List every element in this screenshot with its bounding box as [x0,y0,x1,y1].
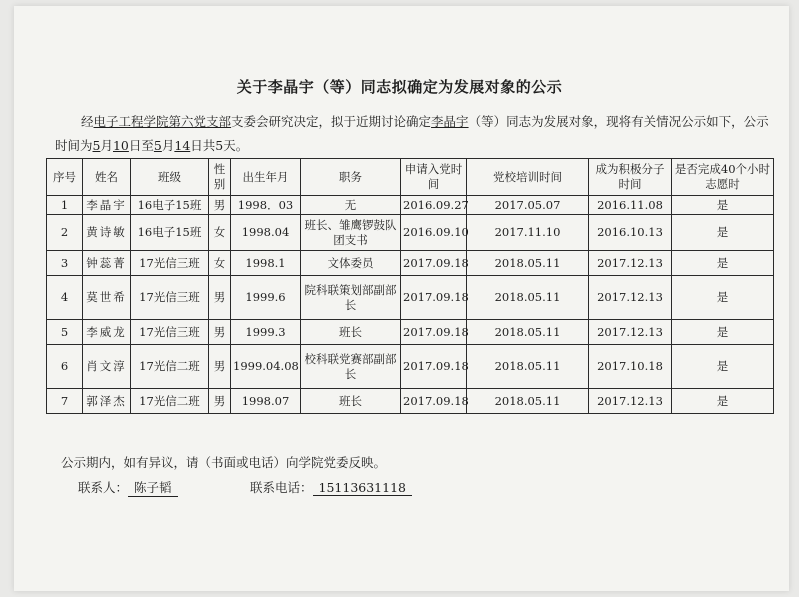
cell-index: 2 [47,215,83,251]
cell-volunteer: 是 [672,345,774,389]
cell-gender: 女 [209,251,231,276]
cell-gender: 男 [209,196,231,215]
cell-class: 17光信三班 [131,276,209,320]
intro-text: 经 [81,114,94,129]
cell-training-date: 2018.05.11 [467,276,589,320]
intro-text: 日共5天。 [190,138,249,153]
cell-name: 黄诗敏 [83,215,131,251]
cell-training-date: 2017.11.10 [467,215,589,251]
cell-position: 班长 [301,320,401,345]
table-header-row [47,159,774,196]
cell-activist-date: 2017.12.13 [589,276,672,320]
phone-number: 15113631118 [313,480,412,496]
cell-position: 院科联策划部副部长 [301,276,401,320]
table-row [47,196,774,215]
cell-apply-date: 2016.09.10 [401,215,467,251]
header-cell: 出生年月 [231,159,301,196]
cell-birth: 1998.07 [231,389,301,414]
cell-training-date: 2018.05.11 [467,320,589,345]
cell-apply-date: 2017.09.18 [401,276,467,320]
cell-training-date: 2018.05.11 [467,345,589,389]
cell-position: 班长 [301,389,401,414]
cell-index: 1 [47,196,83,215]
cell-birth: 1998.04 [231,215,301,251]
intro-day-start: 10 [112,138,129,153]
intro-paragraph [55,110,775,158]
cell-birth: 1998.1 [231,251,301,276]
cell-gender: 男 [209,276,231,320]
table-row [47,276,774,320]
cell-volunteer: 是 [672,389,774,414]
header-cell: 党校培训时间 [467,159,589,196]
cell-index: 6 [47,345,83,389]
intro-text: 日至 [128,138,154,153]
cell-gender: 男 [209,389,231,414]
cell-class: 17光信三班 [131,320,209,345]
cell-volunteer: 是 [672,276,774,320]
cell-activist-date: 2016.10.13 [589,215,672,251]
intro-month-start: 5 [92,138,101,153]
cell-apply-date: 2017.09.18 [401,320,467,345]
contact-person [78,478,178,497]
cell-activist-date: 2017.12.13 [589,320,672,345]
header-cell: 姓名 [83,159,131,196]
intro-person: 李晶宇 [431,114,469,129]
cell-training-date: 2017.05.07 [467,196,589,215]
contact-phone [250,478,412,496]
header-cell: 职务 [301,159,401,196]
header-cell: 班级 [131,159,209,196]
table-row [47,345,774,389]
cell-class: 17光信二班 [131,345,209,389]
document-title: 关于李晶宇（等）同志拟确定为发展对象的公示 [236,78,563,96]
intro-day-end: 14 [174,138,191,153]
cell-position: 无 [301,196,401,215]
cell-name: 李晶宇 [83,196,131,215]
cell-training-date: 2018.05.11 [467,389,589,414]
phone-label: 联系电话： [250,480,313,495]
cell-name: 郭泽杰 [83,389,131,414]
table-row [47,251,774,276]
cell-apply-date: 2017.09.18 [401,251,467,276]
cell-gender: 女 [209,215,231,251]
cell-class: 17光信二班 [131,389,209,414]
cell-birth: 1999.04.08 [231,345,301,389]
cell-volunteer: 是 [672,320,774,345]
table-row [47,215,774,251]
cell-apply-date: 2017.09.18 [401,345,467,389]
cell-birth: 1999.6 [231,276,301,320]
cell-gender: 男 [209,345,231,389]
cell-position: 文体委员 [301,251,401,276]
cell-birth: 1998．03 [231,196,301,215]
intro-text: 支委会研究决定，拟于近期讨论确定 [231,114,432,129]
cell-index: 7 [47,389,83,414]
intro-org: 电子工程学院第六党支部 [93,114,232,129]
cell-volunteer: 是 [672,215,774,251]
header-cell: 性别 [209,159,231,196]
contact-label: 联系人： [78,480,129,495]
table-row [47,389,774,414]
objection-notice: 公示期内，如有异议，请（书面或电话）向学院党委反映。 [61,455,387,470]
cell-class: 16电子15班 [131,215,209,251]
cell-index: 5 [47,320,83,345]
cell-volunteer: 是 [672,196,774,215]
header-cell: 序号 [47,159,83,196]
contact-name: 陈子韬 [128,478,178,497]
cell-activist-date: 2017.12.13 [589,389,672,414]
cell-apply-date: 2016.09.27 [401,196,467,215]
cell-activist-date: 2017.10.18 [589,345,672,389]
intro-text: 月 [100,138,113,153]
cell-name: 莫世希 [83,276,131,320]
cell-volunteer: 是 [672,251,774,276]
cell-index: 4 [47,276,83,320]
cell-training-date: 2018.05.11 [467,251,589,276]
table-row [47,320,774,345]
intro-month-end: 5 [153,138,162,153]
cell-class: 16电子15班 [131,196,209,215]
cell-birth: 1999.3 [231,320,301,345]
header-cell: 申请入党时间 [401,159,467,196]
header-cell: 是否完成40个小时志愿时 [672,159,774,196]
cell-activist-date: 2017.12.13 [589,251,672,276]
cell-apply-date: 2017.09.18 [401,389,467,414]
cell-position: 校科联党赛部副部长 [301,345,401,389]
cell-name: 肖文淳 [83,345,131,389]
cell-name: 李威龙 [83,320,131,345]
cell-gender: 男 [209,320,231,345]
intro-text: 月 [161,138,175,153]
cell-index: 3 [47,251,83,276]
header-cell: 成为积极分子时间 [589,159,672,196]
cell-class: 17光信三班 [131,251,209,276]
intro-text: （等）同志为发展对象，现将有关情况公示如下，公示时间为 [55,114,769,153]
cell-activist-date: 2016.11.08 [589,196,672,215]
cell-position: 班长、雏鹰锣鼓队团支书 [301,215,401,251]
cell-name: 钟蕊菁 [83,251,131,276]
candidate-table [46,158,774,414]
